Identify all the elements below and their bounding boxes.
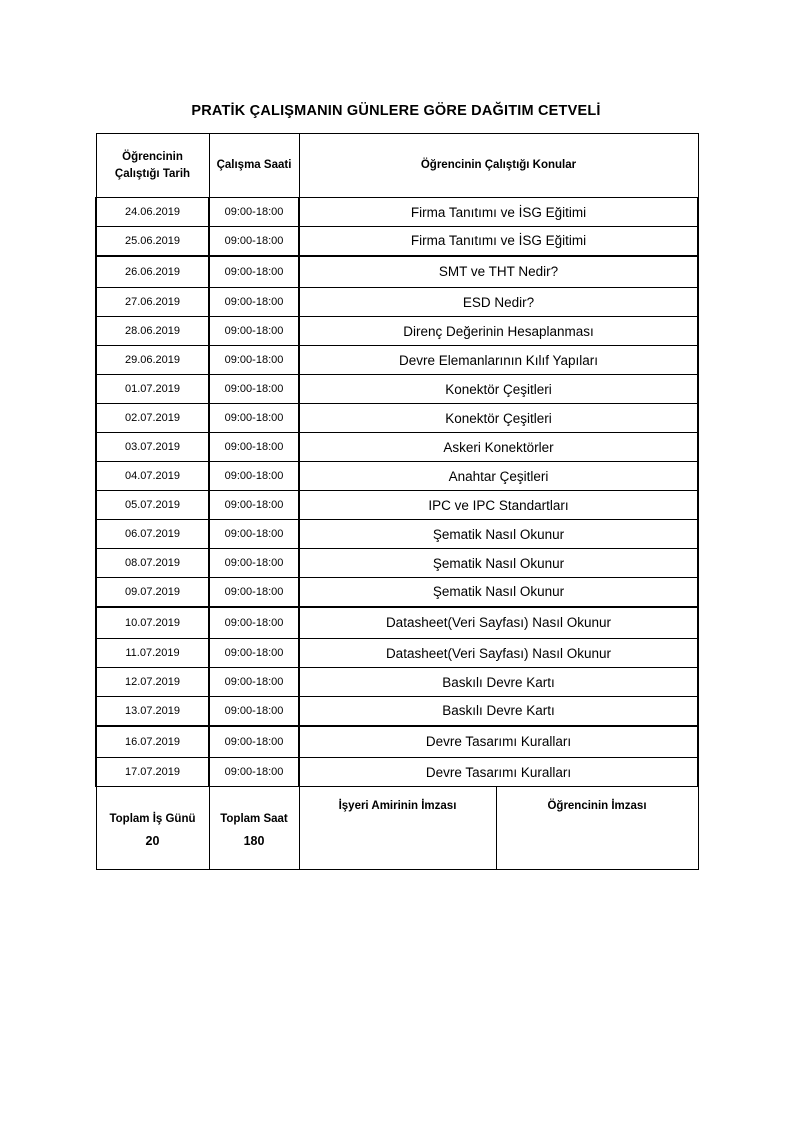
table-footer (96, 787, 698, 870)
hours-cell: 09:00-18:00 (209, 404, 299, 433)
table-row (96, 491, 698, 520)
date-cell: 24.06.2019 (96, 198, 209, 227)
date-cell: 08.07.2019 (96, 549, 209, 578)
topic-cell: Şematik Nasıl Okunur (299, 549, 698, 578)
topic-cell: Baskılı Devre Kartı (299, 697, 698, 726)
date-cell: 03.07.2019 (96, 433, 209, 462)
hours-cell: 09:00-18:00 (209, 288, 299, 317)
date-cell: 16.07.2019 (96, 726, 209, 758)
schedule-table (95, 133, 699, 870)
topic-cell: ESD Nedir? (299, 288, 698, 317)
table-row (96, 726, 698, 758)
total-hours-cell (209, 787, 299, 870)
student-signature-label: Öğrencinin İmzası (547, 800, 647, 812)
table-row (96, 520, 698, 549)
topic-cell: Askeri Konektörler (299, 433, 698, 462)
date-cell: 01.07.2019 (96, 375, 209, 404)
table-row (96, 288, 698, 317)
table-row (96, 227, 698, 256)
table-row (96, 578, 698, 607)
hours-cell: 09:00-18:00 (209, 726, 299, 758)
date-cell: 29.06.2019 (96, 346, 209, 375)
hours-cell: 09:00-18:00 (209, 317, 299, 346)
supervisor-signature-cell (299, 787, 496, 870)
header-hours-column: Çalışma Saati (209, 134, 299, 198)
table-row (96, 256, 698, 288)
hours-cell: 09:00-18:00 (209, 549, 299, 578)
table-row (96, 404, 698, 433)
footer-row (96, 787, 698, 870)
date-cell: 25.06.2019 (96, 227, 209, 256)
hours-cell: 09:00-18:00 (209, 256, 299, 288)
table-row (96, 607, 698, 639)
table-row (96, 697, 698, 726)
hours-cell: 09:00-18:00 (209, 520, 299, 549)
total-days-cell (96, 787, 209, 870)
date-cell: 06.07.2019 (96, 520, 209, 549)
table-row (96, 758, 698, 787)
date-cell: 04.07.2019 (96, 462, 209, 491)
topic-cell: Firma Tanıtımı ve İSG Eğitimi (299, 227, 698, 256)
hours-cell: 09:00-18:00 (209, 433, 299, 462)
hours-cell: 09:00-18:00 (209, 462, 299, 491)
topic-cell: Datasheet(Veri Sayfası) Nasıl Okunur (299, 607, 698, 639)
supervisor-signature-area (300, 812, 496, 860)
student-signature-area (497, 812, 698, 860)
hours-cell: 09:00-18:00 (209, 375, 299, 404)
topic-cell: Konektör Çeşitleri (299, 404, 698, 433)
date-cell: 09.07.2019 (96, 578, 209, 607)
date-cell: 10.07.2019 (96, 607, 209, 639)
date-cell: 26.06.2019 (96, 256, 209, 288)
hours-cell: 09:00-18:00 (209, 346, 299, 375)
hours-cell: 09:00-18:00 (209, 198, 299, 227)
topic-cell: Anahtar Çeşitleri (299, 462, 698, 491)
topic-cell: Şematik Nasıl Okunur (299, 578, 698, 607)
hours-cell: 09:00-18:00 (209, 491, 299, 520)
table-row (96, 462, 698, 491)
hours-cell: 09:00-18:00 (209, 607, 299, 639)
date-cell: 05.07.2019 (96, 491, 209, 520)
total-hours-label: Toplam Saat (220, 812, 288, 825)
total-days-value: 20 (145, 833, 160, 848)
table-header (96, 134, 698, 198)
table-row (96, 668, 698, 697)
hours-cell: 09:00-18:00 (209, 227, 299, 256)
supervisor-signature-label: İşyeri Amirinin İmzası (338, 800, 457, 812)
hours-cell: 09:00-18:00 (209, 758, 299, 787)
date-cell: 02.07.2019 (96, 404, 209, 433)
topic-cell: SMT ve THT Nedir? (299, 256, 698, 288)
total-hours-value: 180 (243, 833, 265, 848)
topic-cell: Baskılı Devre Kartı (299, 668, 698, 697)
topic-cell: IPC ve IPC Standartları (299, 491, 698, 520)
topic-cell: Konektör Çeşitleri (299, 375, 698, 404)
table-row (96, 346, 698, 375)
table-row (96, 639, 698, 668)
topic-cell: Datasheet(Veri Sayfası) Nasıl Okunur (299, 639, 698, 668)
page-title: PRATİK ÇALIŞMANIN GÜNLERE GÖRE DAĞITIM CETVELİ (191, 103, 601, 119)
total-days-label: Toplam İş Günü (109, 812, 196, 825)
hours-cell: 09:00-18:00 (209, 668, 299, 697)
table-row (96, 375, 698, 404)
date-cell: 12.07.2019 (96, 668, 209, 697)
student-signature-cell (496, 787, 698, 870)
date-cell: 17.07.2019 (96, 758, 209, 787)
table-row (96, 549, 698, 578)
hours-cell: 09:00-18:00 (209, 639, 299, 668)
date-cell: 28.06.2019 (96, 317, 209, 346)
topic-cell: Devre Tasarımı Kuralları (299, 726, 698, 758)
topic-cell: Direnç Değerinin Hesaplanması (299, 317, 698, 346)
hours-cell: 09:00-18:00 (209, 697, 299, 726)
date-cell: 13.07.2019 (96, 697, 209, 726)
topic-cell: Şematik Nasıl Okunur (299, 520, 698, 549)
table-body (96, 198, 698, 787)
table-row (96, 317, 698, 346)
date-cell: 11.07.2019 (96, 639, 209, 668)
topic-cell: Firma Tanıtımı ve İSG Eğitimi (299, 198, 698, 227)
topic-cell: Devre Elemanlarının Kılıf Yapıları (299, 346, 698, 375)
header-date-column: Öğrencinin Çalıştığı Tarih (96, 134, 209, 198)
header-topics-column: Öğrencinin Çalıştığı Konular (299, 134, 698, 198)
header-row (96, 134, 698, 198)
table-row (96, 198, 698, 227)
date-cell: 27.06.2019 (96, 288, 209, 317)
table-row (96, 433, 698, 462)
topic-cell: Devre Tasarımı Kuralları (299, 758, 698, 787)
hours-cell: 09:00-18:00 (209, 578, 299, 607)
